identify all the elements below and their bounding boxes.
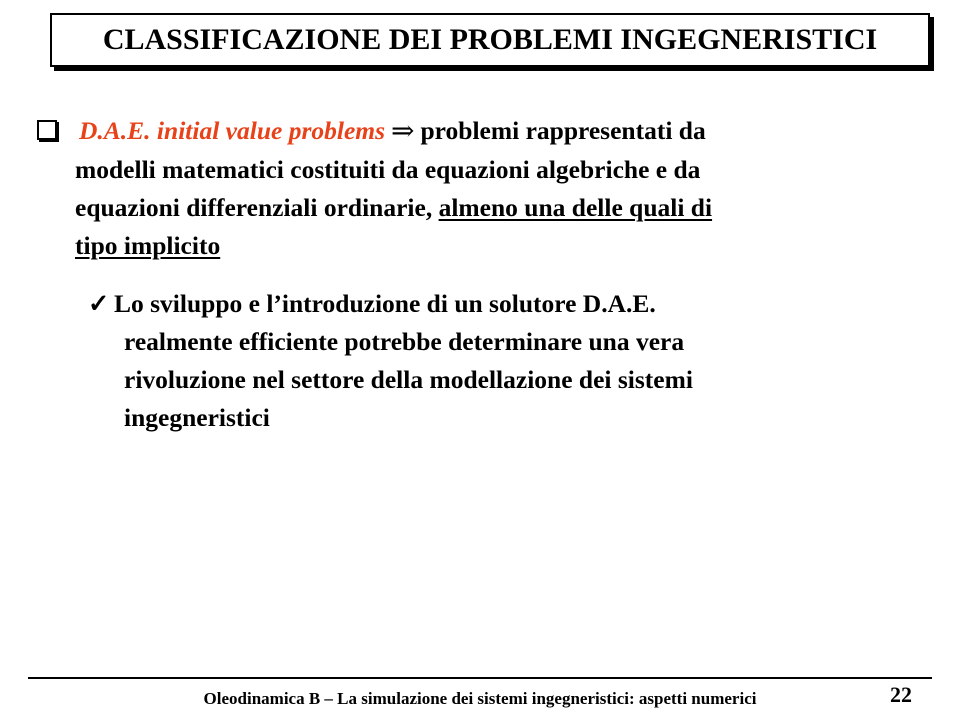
bullet-2-line-1 bbox=[88, 285, 918, 323]
bullet-2-line-4: ingegneristici bbox=[124, 403, 270, 432]
bullet-2-line-2: realmente efficiente potrebbe determinare una vera bbox=[124, 327, 685, 356]
bullet-1-line-3 bbox=[37, 189, 917, 227]
bullet-1-line-4-underlined: tipo implicito bbox=[75, 231, 221, 260]
bullet-2-line-1-text: Lo sviluppo e l’introduzione di un solutore D.A.E. bbox=[114, 289, 656, 318]
bullet-1-line-1-rest: problemi rappresentati da bbox=[420, 116, 706, 145]
checkmark-icon: ✓ bbox=[88, 289, 110, 318]
bullet-1-line-4 bbox=[37, 227, 917, 265]
dae-term: D.A.E. initial value problems bbox=[79, 116, 386, 145]
implies-arrow-icon: ⇒ bbox=[391, 116, 415, 147]
page-number: 22 bbox=[890, 682, 912, 707]
bullet-1-line-3-underlined: almeno una delle quali di bbox=[438, 193, 713, 222]
square-bullet-icon bbox=[37, 120, 57, 140]
bullet-1-line-3-plain: equazioni differenziali ordinarie, bbox=[75, 193, 439, 222]
bullet-1-line-1 bbox=[37, 112, 917, 151]
footer-divider bbox=[28, 677, 932, 679]
footer-text: Oleodinamica B – La simulazione dei sistemi ingegneristici: aspetti numerici bbox=[203, 689, 757, 708]
bullet-dae-definition bbox=[37, 112, 917, 265]
bullet-2-line-3: rivoluzione nel settore della modellazione dei sistemi bbox=[124, 365, 693, 394]
bullet-dae-solver bbox=[88, 285, 918, 437]
page-title: CLASSIFICAZIONE DEI PROBLEMI INGEGNERISTICI bbox=[102, 23, 878, 56]
bullet-1-line-2: modelli matematici costituiti da equazioni algebriche e da bbox=[75, 155, 701, 184]
title-box bbox=[50, 13, 930, 67]
